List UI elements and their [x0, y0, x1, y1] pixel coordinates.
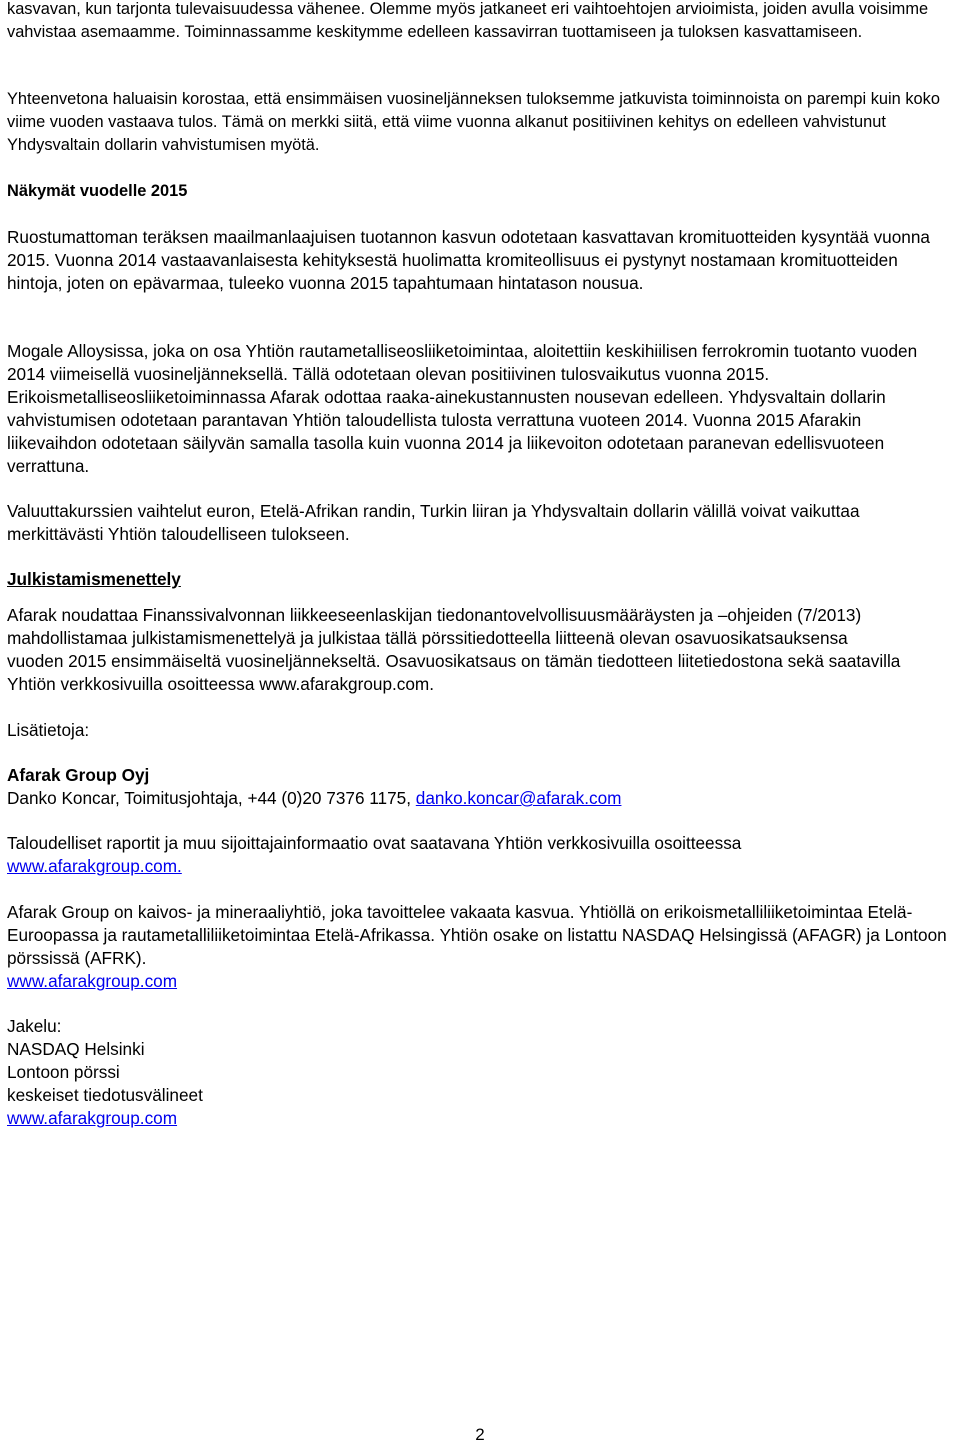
disclosure-paragraph: Afarak noudattaa Finanssivalvonnan liikkeeseenlaskijan tiedonantovelvollisuusmääräysten ja –ohjeiden (7/2013) mahdollistamaa julkistamismenettelyä ja julkistaa tällä pörssitiedotteella liitteenä olevan osavuosikatsauksensa vuoden 2015 ensimmäiseltä vuosineljännekseltä. Osavuosikatsaus on tämän tiedotteen liitetiedostona sekä saatavilla Yhtiön verkkosivuilla osoitteessa www.afarakgroup.com.: [7, 605, 901, 694]
distribution-item: keskeiset tiedotusvälineet: [7, 1085, 203, 1105]
distribution-item: Lontoon pörssi: [7, 1062, 120, 1082]
reports-paragraph: [7, 832, 907, 878]
contact-person-text: Danko Koncar, Toimitusjohtaja, +44 (0)20 7376 1175,: [7, 788, 416, 808]
disclosure-heading: Julkistamismenettely: [7, 569, 181, 589]
email-link[interactable]: danko.koncar@afarak.com: [415, 788, 622, 808]
intro-paragraph-2: Yhteenvetona haluaisin korostaa, että ensimmäisen vuosineljänneksen tuloksemme jatkuvista toiminnoista on parempi kuin koko viime vuoden vastaava tulos. Tämä on merkki siitä, että viime vuonna alkanut positiivinen kehitys on edelleen vahvistunut Yhdysvaltain dollarin vahvistumisen myötä.: [7, 90, 940, 154]
intro-paragraph-1: kasvavan, kun tarjonta tulevaisuudessa vähenee. Olemme myös jatkaneet eri vaihtoehtojen arvioimista, joiden avulla voisimme vahvistaa asemaamme. Toiminnassamme keskitymme edelleen kassavirran tuottamiseen ja tuloksen kasvattamiseen.: [7, 0, 929, 41]
company-name: Afarak Group Oyj: [7, 765, 150, 785]
distribution-label: Jakelu:: [7, 1016, 62, 1036]
about-paragraph: [7, 901, 952, 993]
distribution-item: NASDAQ Helsinki: [7, 1039, 145, 1059]
more-info-label: Lisätietoja:: [7, 720, 90, 740]
contact-person-line: [7, 787, 952, 810]
reports-website-link[interactable]: www.afarakgroup.com.: [7, 856, 182, 876]
page-number: 2: [475, 1425, 485, 1444]
about-website-link[interactable]: www.afarakgroup.com: [7, 971, 178, 991]
about-text: Afarak Group on kaivos- ja mineraaliyhtiö, joka tavoittelee vakaata kasvua. Yhtiöllä on erikoismetalliliiketoimintaa Etelä-Euroopassa ja rautametalliliiketoimintaa Etelä-Afrikassa. Yhtiön osake on listattu NASDAQ Helsingissä (AFAGR) ja Lontoon pörssissä (AFRK).: [7, 902, 947, 968]
outlook-paragraph-1: Ruostumattoman teräksen maailmanlaajuisen tuotannon kasvun odotetaan kasvattavan kromituotteiden kysyntää vuonna 2015. Vuonna 2014 vastaavanlaisesta kehityksestä huolimatta kromiteollisuus ei pystynyt nostamaan kromituotteiden hintoja, joten on epävarmaa, tuleeko vuonna 2015 tapahtumaan hintatason nousua.: [7, 227, 930, 293]
outlook-heading: Näkymät vuodelle 2015: [7, 182, 188, 200]
outlook-paragraph-3: Valuuttakurssien vaihtelut euron, Etelä-Afrikan randin, Turkin liiran ja Yhdysvaltain dollarin välillä voivat vaikuttaa merkittävästi Yhtiön taloudelliseen tulokseen.: [7, 501, 860, 544]
reports-text: Taloudelliset raportit ja muu sijoittajainformaatio ovat saatavana Yhtiön verkkosivuilla osoitteessa: [7, 833, 742, 853]
distribution-block: [7, 1015, 203, 1130]
distribution-website-link[interactable]: www.afarakgroup.com: [7, 1108, 178, 1128]
outlook-paragraph-2: Mogale Alloysissa, joka on osa Yhtiön rautametalliseosliiketoimintaa, aloitettiin keskihiilisen ferrokromin tuotanto vuoden 2014 viimeisellä vuosineljänneksellä. Tällä odotetaan olevan positiivinen tulosvaikutus vuonna 2015. Erikoismetalliseosliiketoiminnassa Afarak odottaa raaka-ainekustannusten nousevan edelleen. Yhdysvaltain dollarin vahvistumisen odotetaan parantavan Yhtiön taloudellista tulosta verrattuna vuoteen 2014. Vuonna 2015 Afarakin liikevaihdon odotetaan säilyvän samalla tasolla kuin vuonna 2014 ja liikevoiton odotetaan paranevan edellisvuoteen verrattuna.: [7, 341, 918, 476]
